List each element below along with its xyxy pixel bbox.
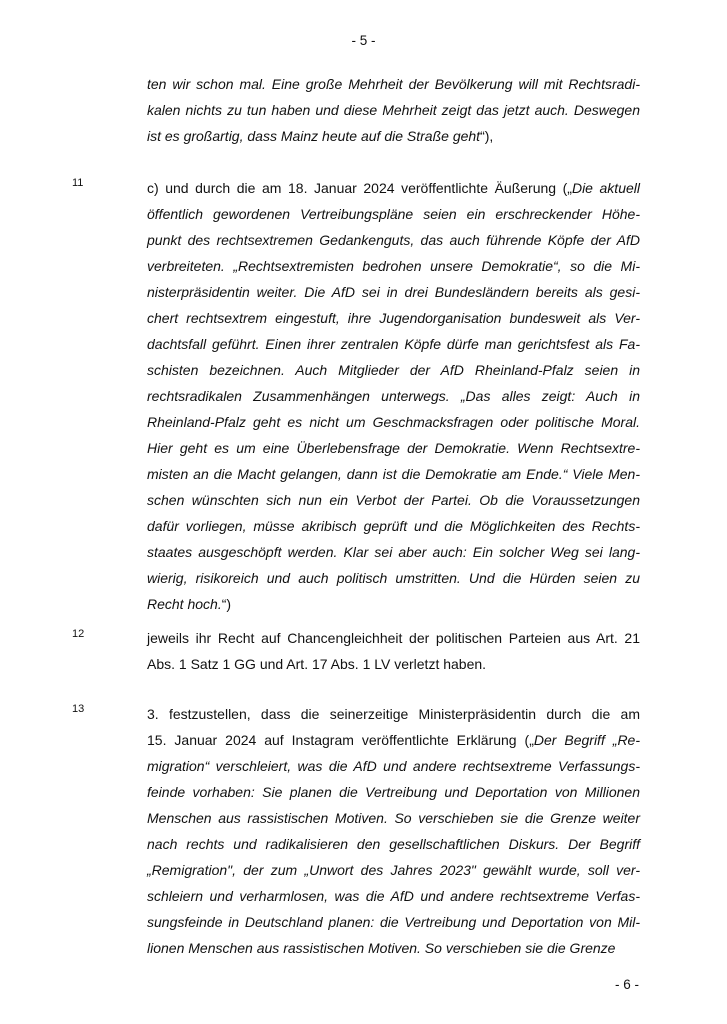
quoted-text-segment: lionen Menschen aus rassistischen Motiven. So verschieben sie die Grenze xyxy=(147,940,616,956)
margin-number: 12 xyxy=(72,628,85,640)
text-segment: “), xyxy=(480,128,494,144)
quoted-text-segment: nach rechts und radikalisieren den gesellschaftlichen Diskurs. Der Begriff xyxy=(147,836,640,852)
quoted-text-segment: schen wünschten sich nun ein Verbot der Partei. Ob die Voraussetzungen xyxy=(147,492,640,508)
text-line xyxy=(147,701,640,727)
quoted-text-segment: dachtsfall geführt. Einen ihrer zentralen Köpfe dürfe man gerichtsfest als Fa- xyxy=(147,336,640,352)
paragraph-11 xyxy=(147,175,640,617)
text-line xyxy=(147,591,640,617)
text-segment: “) xyxy=(221,596,232,612)
text-segment: jeweils ihr Recht auf Chancengleichheit der politischen Parteien aus Art. 21 xyxy=(147,630,640,646)
text-line xyxy=(147,935,640,961)
quoted-text-segment: nisterpräsidentin weiter. Die AfD sei in drei Bundesländern bereits als gesi- xyxy=(147,284,640,300)
quoted-text-segment: Rheinland-Pfalz geht es nicht um Geschmacksfragen oder politische Moral. xyxy=(147,414,640,430)
text-line xyxy=(147,409,640,435)
text-line xyxy=(147,883,640,909)
quoted-text-segment: öffentlich gewordenen Vertreibungspläne seien ein erschreckender Höhe- xyxy=(147,206,640,222)
quoted-text-segment: misten an die Macht gelangen, dann ist die Demokratie am Ende.“ Viele Men- xyxy=(147,466,640,482)
page-number-top: - 5 - xyxy=(351,33,376,48)
text-line xyxy=(147,71,640,97)
text-line xyxy=(147,487,640,513)
text-segment: 15. Januar 2024 auf Instagram veröffentlichte Erklärung („ xyxy=(147,732,534,748)
margin-number: 13 xyxy=(72,703,85,715)
quoted-text-segment: ist es großartig, dass Mainz heute auf die Straße geht xyxy=(147,128,481,144)
quoted-text-segment: chert rechtsextrem eingestuft, ihre Jugendorganisation bundesweit als Ver- xyxy=(147,310,640,326)
text-line xyxy=(147,909,640,935)
text-line xyxy=(147,279,640,305)
quoted-text-segment: Recht hoch. xyxy=(147,596,222,612)
text-line xyxy=(147,435,640,461)
paragraph-13 xyxy=(147,701,640,961)
quoted-text-segment: rechtsradikalen Zusammenhängen unterwegs. „Das alles zeigt: Auch in xyxy=(147,388,640,404)
quoted-text-segment: verbreiteten. „Rechtsextremisten bedrohen unsere Demokratie“, so die Mi- xyxy=(147,258,640,274)
quoted-text-segment: feinde vorhaben: Sie planen die Vertreibung und Deportation von Millionen xyxy=(147,784,640,800)
paragraph-12 xyxy=(147,625,640,677)
quoted-text-segment: sungsfeinde in Deutschland planen: die Vertreibung und Deportation von Mil- xyxy=(147,914,640,930)
text-line xyxy=(147,727,640,753)
text-line xyxy=(147,253,640,279)
text-line xyxy=(147,175,640,201)
quoted-text-segment: staates ausgeschöpft werden. Klar sei aber auch: Ein solcher Weg sei lang- xyxy=(147,544,640,560)
quoted-text-segment: schisten bezeichnen. Auch Mitglieder der AfD Rheinland-Pfalz seien in xyxy=(147,362,640,378)
quoted-text-segment: punkt des rechtsextremen Gedankenguts, das auch führende Köpfe der AfD xyxy=(147,232,640,248)
text-line xyxy=(147,123,640,149)
text-line xyxy=(147,201,640,227)
text-line xyxy=(147,565,640,591)
text-line xyxy=(147,227,640,253)
text-line xyxy=(147,539,640,565)
text-segment: 3. festzustellen, dass die seinerzeitige Ministerpräsidentin durch die am xyxy=(147,706,640,722)
text-line xyxy=(147,513,640,539)
text-line xyxy=(147,857,640,883)
quoted-text-segment: dafür vorliegen, müsse akribisch geprüft und die Möglichkeiten des Rechts- xyxy=(147,518,640,534)
text-segment: Abs. 1 Satz 1 GG und Art. 17 Abs. 1 LV verletzt haben. xyxy=(147,656,487,672)
text-line xyxy=(147,805,640,831)
text-line xyxy=(147,651,640,677)
margin-number: 11 xyxy=(72,177,84,189)
text-line xyxy=(147,97,640,123)
quoted-text-segment: „Remigration", der zum „Unwort des Jahres 2023" gewählt wurde, soll ver- xyxy=(147,862,640,878)
quoted-text-segment: Der Begriff „Re- xyxy=(533,732,640,748)
text-line xyxy=(147,383,640,409)
quoted-text-segment: Hier geht es um eine Überlebensfrage der Demokratie. Wenn Rechtsextre- xyxy=(147,440,640,456)
text-line xyxy=(147,305,640,331)
page-number-bottom: - 6 - xyxy=(614,977,639,992)
quoted-text-segment: schleiern und verharmlosen, was die AfD und andere rechtsextreme Verfas- xyxy=(147,888,640,904)
text-line xyxy=(147,779,640,805)
quoted-text-segment: Die aktuell xyxy=(571,180,640,196)
text-line xyxy=(147,753,640,779)
text-line xyxy=(147,625,640,651)
quoted-text-segment: Menschen aus rassistischen Motiven. So verschieben sie die Grenze weiter xyxy=(147,810,640,826)
quoted-text-segment: wierig, risikoreich und auch politisch umstritten. Und die Hürden seien zu xyxy=(147,570,640,586)
quoted-text-segment: ten wir schon mal. Eine große Mehrheit der Bevölkerung will mit Rechtsradi- xyxy=(147,76,640,92)
text-line xyxy=(147,831,640,857)
text-segment: c) und durch die am 18. Januar 2024 veröffentlichte Äußerung („ xyxy=(147,180,572,196)
quoted-text-segment: migration“ verschleiert, was die AfD und andere rechtsextreme Verfassungs- xyxy=(147,758,640,774)
text-line xyxy=(147,331,640,357)
text-line xyxy=(147,357,640,383)
paragraph-continuation xyxy=(147,71,640,149)
text-line xyxy=(147,461,640,487)
quoted-text-segment: kalen nichts zu tun haben und diese Mehrheit zeigt das jetzt auch. Deswegen xyxy=(147,102,640,118)
